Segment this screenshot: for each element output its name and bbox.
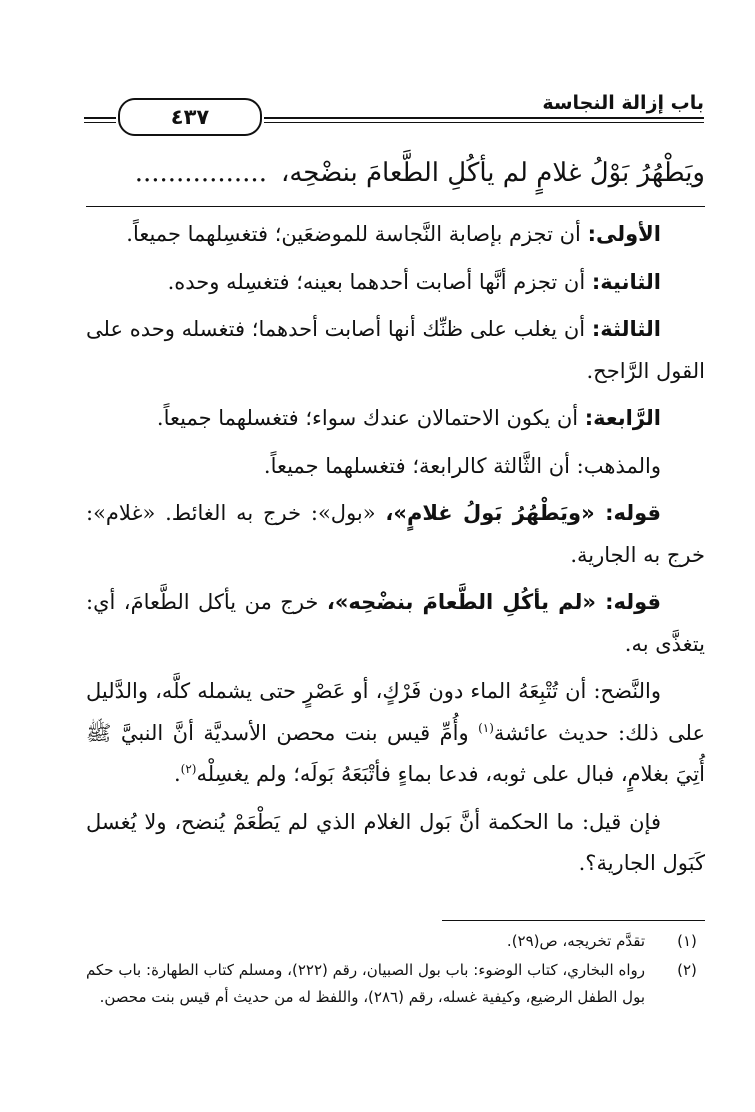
- footnote-text: تقدَّم تخريجه، ص(٢٩).: [506, 932, 645, 950]
- header-rule: [264, 117, 704, 119]
- paragraph-text: أن يغلب على ظنِّك أنها أصابت أحدهما؛ فتغسله وحده على القول الرَّاجح.: [86, 317, 705, 383]
- footnote-number: (١): [677, 932, 697, 950]
- running-title: باب إزالة النجاسة: [542, 92, 704, 114]
- paragraph: [86, 262, 705, 304]
- paragraph-text: «بول»: خرج به الغائط. «غلام»: خرج به الجارية.: [86, 501, 705, 567]
- paragraph-text: أن تجزم أنَّها أصابت أحدهما بعينه؛ فتغسِله وحده.: [167, 269, 592, 294]
- paragraph: [86, 671, 705, 796]
- footnote-text: رواه البخاري، كتاب الوضوء: باب بول الصبيان، رقم (٢٢٢)، ومسلم كتاب الطهارة: باب حكم بول الطفل الرضيع، وكيفية غسله، رقم (٢٨٦)، واللفظ له من حديث أم قيس بنت محصن.: [86, 961, 646, 1006]
- footnote-number: (٢): [677, 961, 697, 979]
- paragraph-text: فإن قيل: ما الحكمة أنَّ بَول الغلام الذي لم يَطْعَمْ يُنضح، ولا يُغسل كَبَول الجارية؟.: [86, 809, 705, 875]
- paragraph: [86, 582, 705, 665]
- paragraph-text: أن تجزم بإصابة النَّجاسة للموضعَين؛ فتغسِلهما جميعاً.: [126, 222, 588, 246]
- paragraph: [86, 309, 705, 392]
- header-rule: [264, 122, 704, 123]
- paragraph-text: وأُمِّ قيس بنت محصن الأسديَّة أنَّ النبيَّ ﷺ أُتِيَ بغلامٍ، فبال على ثوبه، فدعا بماءٍ فأتْبَعَهُ بَولَه؛ ولم يغسِلْه: [86, 720, 705, 786]
- paragraph: [86, 446, 705, 488]
- paragraph-lead: الرَّابعة:: [584, 406, 661, 430]
- paragraph-text: والنَّضح: أن تُتْبِعَهُ الماء دون فَرْكٍ، أو عَصْرٍ حتى يشمله كلَّه، والدَّليل على ذلك: حديث عائشة: [86, 679, 705, 745]
- matn-line: [86, 148, 705, 198]
- paragraph-lead: قوله: «لم يأكُلِ الطَّعامَ بنضْحِه»،: [326, 590, 662, 614]
- footnote: [86, 957, 705, 1011]
- paragraph: [86, 214, 705, 256]
- paragraph-text: والمذهب: أن الثَّالثة كالرابعة؛ فتغسلهما جميعاً.: [263, 453, 661, 478]
- matn-text: ويَطْهُرُ بَوْلُ غلامٍ لم يأكُلِ الطَّعامَ بنضْحِه،: [280, 158, 705, 188]
- header-rule: [84, 122, 116, 123]
- footnote-ref[interactable]: (١): [478, 720, 494, 735]
- paragraph: [86, 493, 705, 576]
- page-header: [84, 86, 704, 132]
- paragraph-lead: الثانية:: [591, 269, 661, 294]
- header-rule: [84, 117, 116, 119]
- paragraph-text: .: [173, 762, 181, 786]
- matn-divider: [86, 206, 705, 207]
- page-number: ٤٣٧: [118, 98, 262, 136]
- paragraph-text: خرج من يأكل الطَّعامَ، أي: يتغذَّى به.: [86, 590, 705, 656]
- paragraph-lead: الأولى:: [587, 222, 661, 246]
- paragraph-lead: الثالثة:: [591, 317, 661, 341]
- footnote: [86, 928, 705, 955]
- matn-dots: ................: [134, 158, 267, 188]
- paragraph: [86, 802, 705, 885]
- paragraph: [86, 398, 705, 440]
- footnote-divider: [442, 920, 705, 921]
- paragraph-lead: قوله: «ويَطْهُرُ بَولُ غلامٍ»،: [385, 501, 661, 525]
- footnote-ref[interactable]: (٢): [180, 762, 197, 776]
- footnotes: [86, 928, 705, 1013]
- paragraph-text: أن يكون الاحتمالان عندك سواء؛ فتغسلهما جميعاً.: [156, 406, 585, 430]
- commentary-body: [86, 214, 705, 891]
